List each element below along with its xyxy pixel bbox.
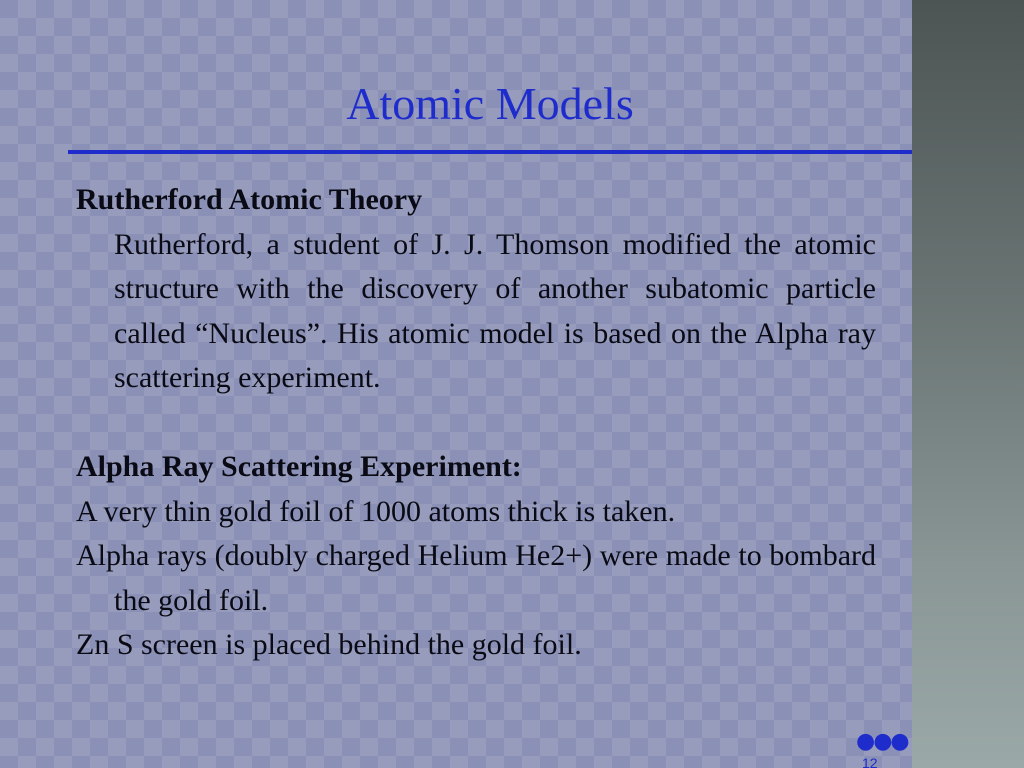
side-panel <box>912 0 1024 768</box>
section-heading-alpha-ray: Alpha Ray Scattering Experiment: <box>76 450 522 483</box>
slide-body <box>76 178 876 668</box>
page-number: 12 <box>862 755 878 768</box>
alpha-ray-item-2: Alpha rays (doubly charged Helium He2+) were made to bombard the gold foil. <box>76 539 876 617</box>
alpha-ray-item-3: Zn S screen is placed behind the gold foil. <box>76 628 582 661</box>
section-spacer <box>76 401 876 446</box>
page-dots-icon: ●●● <box>856 729 908 754</box>
title-underline <box>68 150 970 154</box>
rutherford-paragraph: Rutherford, a student of J. J. Thomson modified the atomic structure with the discovery of another subatomic particle called “Nucleus”. His atomic model is based on the Alpha ray scattering experiment. <box>114 227 876 394</box>
section-heading-rutherford: Rutherford Atomic Theory <box>76 183 423 216</box>
alpha-ray-item-1: A very thin gold foil of 1000 atoms thick is taken. <box>76 494 676 528</box>
slide-title: Atomic Models <box>346 78 634 129</box>
